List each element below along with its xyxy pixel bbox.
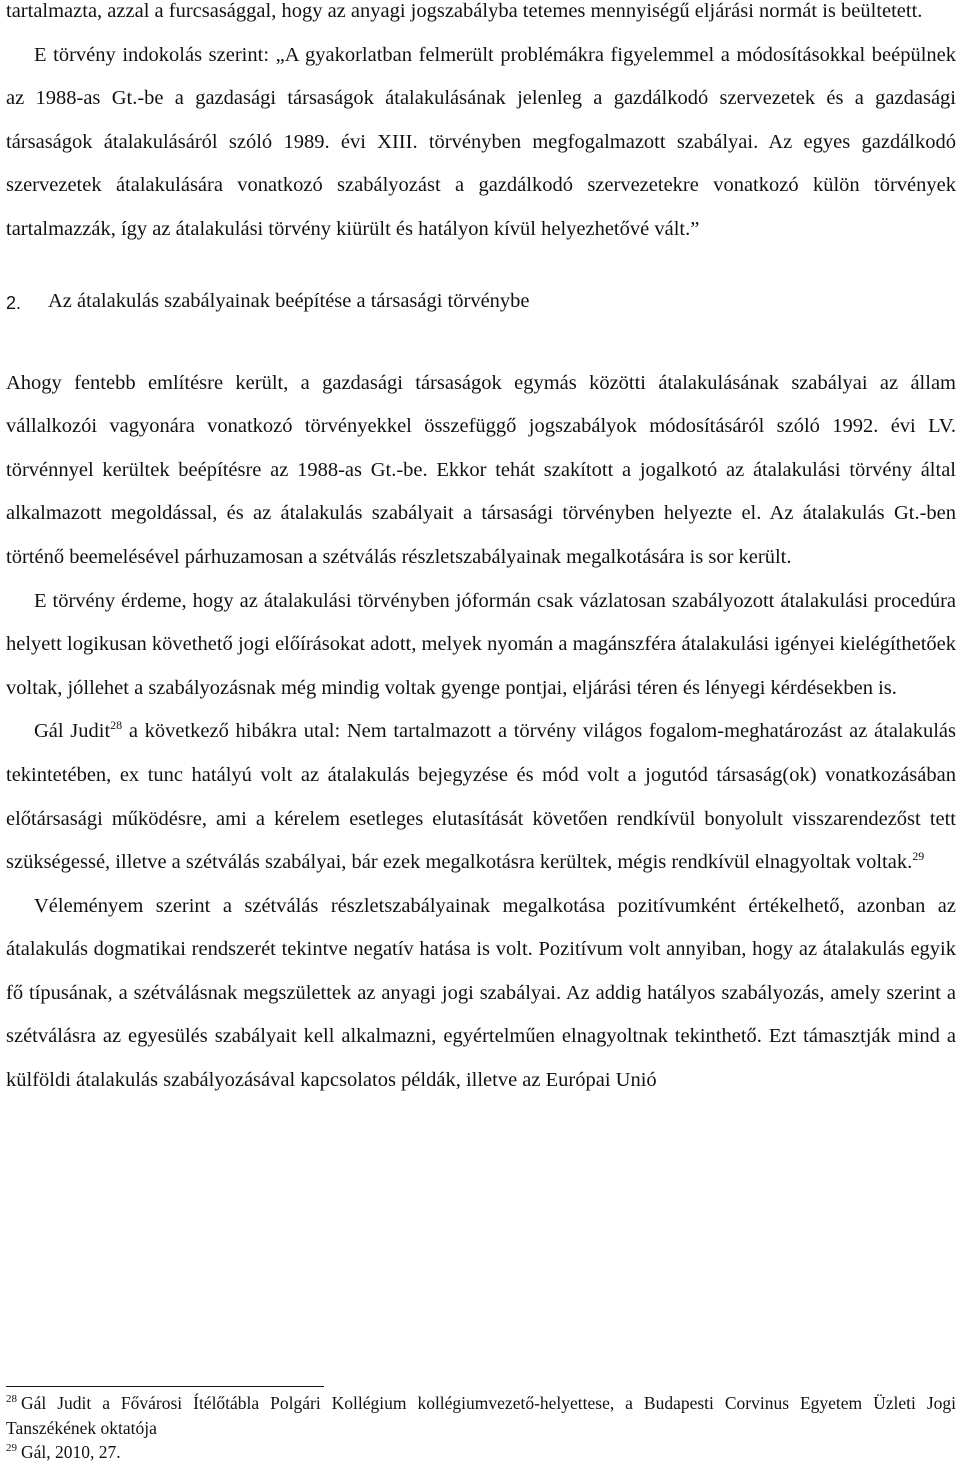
footnotes xyxy=(6,1391,956,1465)
paragraph-text: a következő hibákra utal: Nem tartalmazott a törvény világos fogalom-meghatározást az átalakulás tekintetében, ex tunc hatályú volt az átalakulás bejegyzése és mód volt a jogutód társaság(ok) vonatkozásában előtársasági működésre, ami a kérelem esetleges elutasítását követően rendkívül bonyolult visszarendezőst tett szükségessé, illetve a szétválás szabályai, bár ezek megalkotásra kerültek, mégis rendkívül elnagyoltak voltak. xyxy=(6,720,956,874)
footnote-ref-29[interactable]: 29 xyxy=(912,849,925,864)
footnote-number: 29 xyxy=(6,1442,17,1455)
section-number: 2. xyxy=(6,292,22,313)
footnote-text: Gál, 2010, 27. xyxy=(21,1442,121,1462)
spacer xyxy=(6,318,956,362)
paragraph-intro: Ahogy fentebb említésre került, a gazdasági társaságok egymás közötti átalakulásának szabályai az állam vállalkozói vagyonára vonatkozó törvényekkel összefüggő jogszabályok módosításáról szóló 1992. évi LV. törvénnyel kerültek beépítésre az 1988-as Gt.-be. Ekkor tehát szakított a jogalkotó az átalakulási törvény által alkalmazott megoldással, és az átalakulás szabályait a társasági törvényben helyezte el. Az átalakulás Gt.-ben történő beemelésével párhuzamosan a szétválás részletszabályainak megalkotására is sor került. xyxy=(6,371,956,568)
document-page xyxy=(6,0,956,1103)
section-heading xyxy=(6,286,956,318)
paragraph-quote: E törvény indokolás szerint: „A gyakorlatban felmerült problémákra figyelemmel a módosításokkal beépülnek az 1988-as Gt.-be a gazdasági társaságok átalakulásának jelenleg a gazdálkodó szervezetek és a gazdasági társaságok átalakulásáról szóló 1989. évi XIII. törvényben megfogalmazott szabályai. Az egyes gazdálkodó szervezetek átalakulására vonatkozó szabályozást a gazdálkodó szervezetekre vonatkozó külön törvények tartalmazzák, így az átalakulási törvény kiürült és hatályon kívül helyezhetővé vált.” xyxy=(6,43,956,240)
footnote-ref-28[interactable]: 28 xyxy=(110,718,123,733)
paragraph-merit: E törvény érdeme, hogy az átalakulási törvényben jóformán csak vázlatosan szabályozott átalakulási procedúra helyett logikusan követhető jogi előírásokat adott, melyek nyomán a magánszféra átalakulási igényei kielégíthetőek voltak, jóllehet a szabályozásnak még mindig voltak gyenge pontjai, eljárási téren és lényegi kérdésekben is. xyxy=(6,589,956,699)
footnote-number: 28 xyxy=(6,1393,17,1406)
author-name: Gál Judit xyxy=(34,720,111,743)
paragraph-opinion: Véleményem szerint a szétválás részletszabályainak megalkotása pozitívumként értékelhető, azonban az átalakulás dogmatikai rendszerét tekintve negatív hatása is volt. Pozitívum volt annyiban, hogy az átalakulás egyik fő típusának, a szétválásnak megszülettek az anyagi jogi szabályai. Az addig hatályos szabályozás, amely szerint a szétválásra az egyesülés szabályait kell alkalmazni, egyértelműen elnagyoltnak tekinthető. Ezt támasztják mind a külföldi átalakulás szabályozásával kapcsolatos példák, illetve az Európai Unió xyxy=(6,894,956,1092)
paragraph-gal-judit xyxy=(6,710,956,884)
footnote-28 xyxy=(6,1391,956,1440)
footnote-text: Gál Judit a Fővárosi Ítélőtábla Polgári Kollégium kollégiumvezető-helyettese, a Budapesti Corvinus Egyetem Üzleti Jogi Tanszékének oktatója xyxy=(6,1393,956,1438)
footnote-divider xyxy=(6,1386,324,1387)
paragraph-continuation: tartalmazta, azzal a furcsasággal, hogy az anyagi jogszabályba tetemes mennyiségű eljárási normát is beültetett. xyxy=(6,0,923,22)
section-title: Az átalakulás szabályainak beépítése a társasági törvénybe xyxy=(48,289,530,312)
footnote-29 xyxy=(6,1440,956,1465)
